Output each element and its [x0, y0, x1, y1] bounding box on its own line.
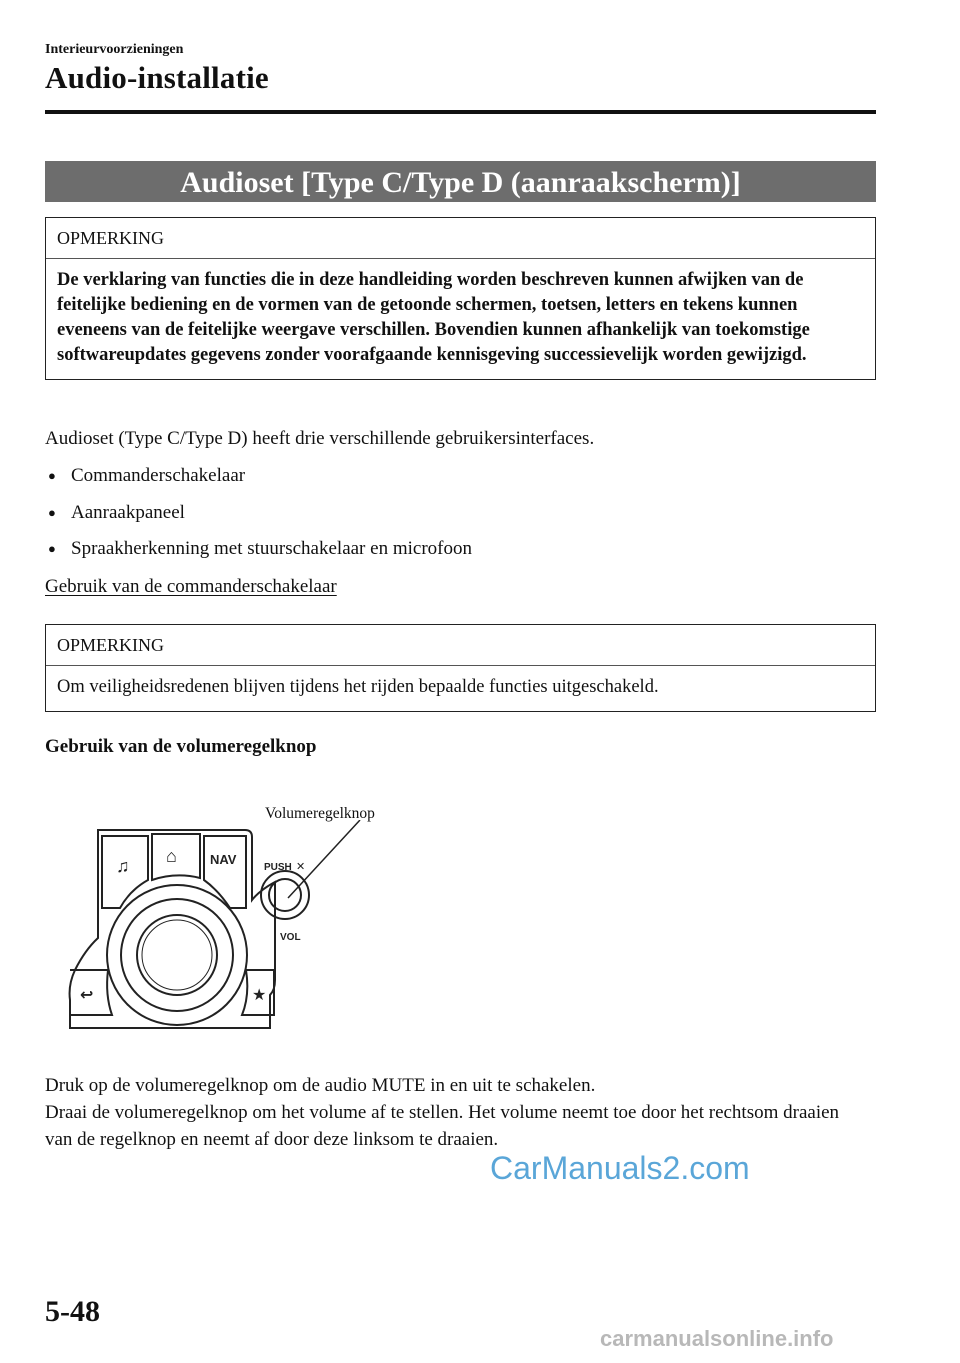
- note-box-disclaimer: [45, 217, 876, 380]
- volume-knob-inner: [269, 879, 301, 911]
- intro-paragraph: Audioset (Type C/Type D) heeft drie verschillende gebruikersinterfaces.: [45, 428, 595, 449]
- callout-leader-line: [288, 820, 360, 898]
- page-number: 5-48: [45, 1295, 100, 1328]
- note-text: De verklaring van functies die in deze handleiding worden beschreven kunnen afwijken van de feitelijke bediening en de vormen van de getoonde schermen, toetsen, letters en tekens kunnen eveneens van de feitelijke weergave verschillen. Bovendien kunnen afhankelijk van toekomstige softwareupdates gegevens zonder voorafgaande kennisgeving successievelijk worden gewijzigd.: [57, 270, 810, 365]
- nav-button: [204, 836, 246, 908]
- vol-label: VOL: [280, 932, 301, 943]
- list-item-text: Aanraakpaneel: [71, 501, 185, 523]
- interfaces-list: [48, 462, 472, 572]
- commander-dial-knob: [137, 915, 217, 995]
- star-icon: ★: [252, 987, 267, 1004]
- paragraph-volume: Draai de volumeregelknop om het volume af te stellen. Het volume neemt toe door het rechtsom draaien van de regelknop en neemt af door deze linksom te draaien.: [45, 1102, 840, 1150]
- list-item-text: Commanderschakelaar: [71, 465, 246, 486]
- watermark-carmanuals2: CarManuals2.com: [490, 1150, 750, 1186]
- subheading-commander: Gebruik van de commanderschakelaar: [45, 576, 337, 597]
- note-box-safety: [45, 624, 876, 712]
- note-text: Om veiligheidsredenen blijven tijdens het rijden bepaalde functies uitgeschakeld.: [57, 677, 659, 697]
- callout-label: Volumeregelknop: [265, 805, 375, 822]
- nav-label: NAV: [210, 852, 237, 867]
- music-icon: ♫: [116, 856, 130, 876]
- list-item: [48, 535, 472, 572]
- home-icon: ⌂: [166, 846, 177, 866]
- push-label: PUSH: [264, 862, 292, 873]
- bullet-icon: ●: [48, 541, 56, 556]
- commander-switch-illustration: [60, 820, 420, 1040]
- list-item-text: Spraakherkenning met stuurschakelaar en microfoon: [71, 538, 472, 559]
- section-title-banner: Audioset [Type C/Type D (aanraakscherm)]: [45, 161, 876, 202]
- commander-dial-outer: [107, 885, 247, 1025]
- list-item: [48, 462, 472, 499]
- paragraph-mute: Druk op de volumeregelknop om de audio MUTE in en uit te schakelen.: [45, 1075, 596, 1096]
- back-icon: ↩: [80, 987, 94, 1004]
- note-label: OPMERKING: [46, 218, 875, 259]
- watermark-carmanualsonline: carmanualsonline.info: [600, 1326, 834, 1351]
- chapter-kicker: Interieurvoorzieningen: [45, 42, 184, 57]
- subheading-volume: Gebruik van de volumeregelknop: [45, 736, 317, 757]
- note-label: OPMERKING: [46, 625, 875, 666]
- header-rule: [45, 110, 876, 114]
- bullet-icon: ●: [48, 468, 56, 483]
- chapter-title: Audio-installatie: [45, 60, 269, 95]
- mute-icon: ✕: [296, 861, 306, 873]
- list-item: [48, 499, 472, 536]
- bullet-icon: ●: [48, 504, 56, 520]
